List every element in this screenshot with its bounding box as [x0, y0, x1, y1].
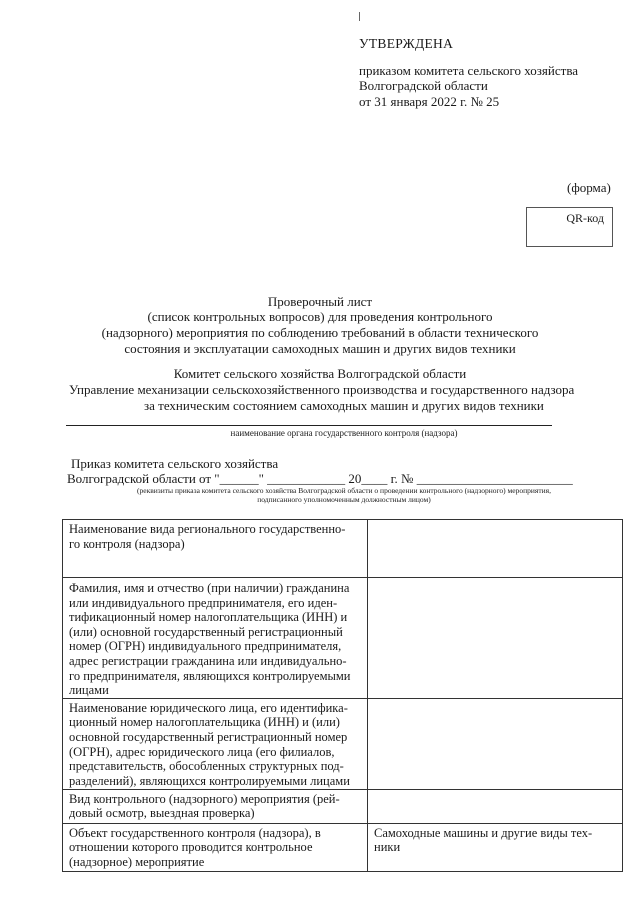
row-label	[63, 520, 368, 578]
approval-line-2: Волгоградской области	[359, 78, 488, 93]
approval-line-3: от 31 января 2022 г. № 25	[359, 94, 500, 109]
organ-caption: наименование органа государственного контроля (надзора)	[230, 428, 458, 438]
table-row	[63, 698, 623, 789]
approval-title: УТВЕРЖДЕНА	[359, 36, 454, 51]
heading-line-2: (список контрольных вопросов) для проведения контрольного	[147, 309, 493, 324]
row-label	[63, 823, 368, 871]
organ-line-1: Комитет сельского хозяйства Волгоградской области	[173, 366, 467, 381]
order-line-1: Приказ комитета сельского хозяйства	[71, 456, 279, 471]
row-label	[63, 789, 368, 823]
row-label-text: Наименование вида регионального государственно- го контроля (надзора)	[69, 522, 346, 551]
order-line-2: Волгоградской области от "______" ____________ 20____ г. № ________________________	[67, 471, 573, 486]
row-label	[63, 578, 368, 699]
order-caption-1: (реквизиты приказа комитета сельского хозяйства Волгоградской области о проведении контрольного (надзорного) мероприятия,	[137, 486, 551, 495]
row-value-text: Самоходные машины и другие виды тех- ники	[374, 825, 593, 855]
heading-line-1: Проверочный лист	[267, 294, 373, 309]
row-label-text: Объект государственного контроля (надзора), в отношении которого проводится контрольное (надзорное) мероприятие	[69, 825, 321, 869]
row-value	[368, 520, 623, 578]
table-row	[63, 789, 623, 823]
row-label	[63, 698, 368, 789]
heading-line-4: состояния и эксплуатации самоходных машин и других видов техники	[124, 341, 516, 356]
info-table	[62, 519, 623, 872]
qr-code-box	[526, 207, 613, 247]
table-row	[63, 823, 623, 871]
row-label-text: Наименование юридического лица, его идентифика- ционный номер налогоплательщика (ИНН) и (или) основной государственный регистрационный номер (ОГРН), адрес юридического лица (его филиалов, представительств, обособленных структурных под- разделений), являющихся контролируемыми лицами	[69, 700, 350, 788]
row-value	[368, 578, 623, 699]
order-caption-2: подписанного уполномоченным должностным лицом)	[257, 495, 431, 504]
qr-code-label: QR-код	[566, 211, 604, 225]
row-value	[368, 823, 623, 871]
row-value	[368, 698, 623, 789]
table-row	[63, 520, 623, 578]
row-value	[368, 789, 623, 823]
organ-line-2: Управление механизации сельскохозяйственного производства и государственного надзора	[69, 382, 575, 397]
approval-line-1: приказом комитета сельского хозяйства	[359, 63, 579, 78]
form-label: (форма)	[567, 180, 611, 195]
row-label-text: Вид контрольного (надзорного) мероприятия (рей- довый осмотр, выездная проверка)	[69, 791, 340, 821]
heading-line-3: (надзорного) мероприятия по соблюдению требований в области технического	[101, 325, 539, 340]
organ-line-3: за техническим состоянием самоходных машин и других видов техники	[144, 398, 544, 413]
organ-underline	[66, 425, 552, 426]
table-row	[63, 578, 623, 699]
scan-mark	[359, 12, 360, 21]
row-label-text: Фамилия, имя и отчество (при наличии) гражданина или индивидуального предпринимателя, его иден- тификационный номер налогоплательщика (ИНН) и (или) основной государственный регистрационный номер (ОГРН) индивидуального предпринимателя, адрес регистрации гражданина или индивидуально- го предпринимателя, являющихся контролируемыми лицами	[69, 581, 351, 698]
